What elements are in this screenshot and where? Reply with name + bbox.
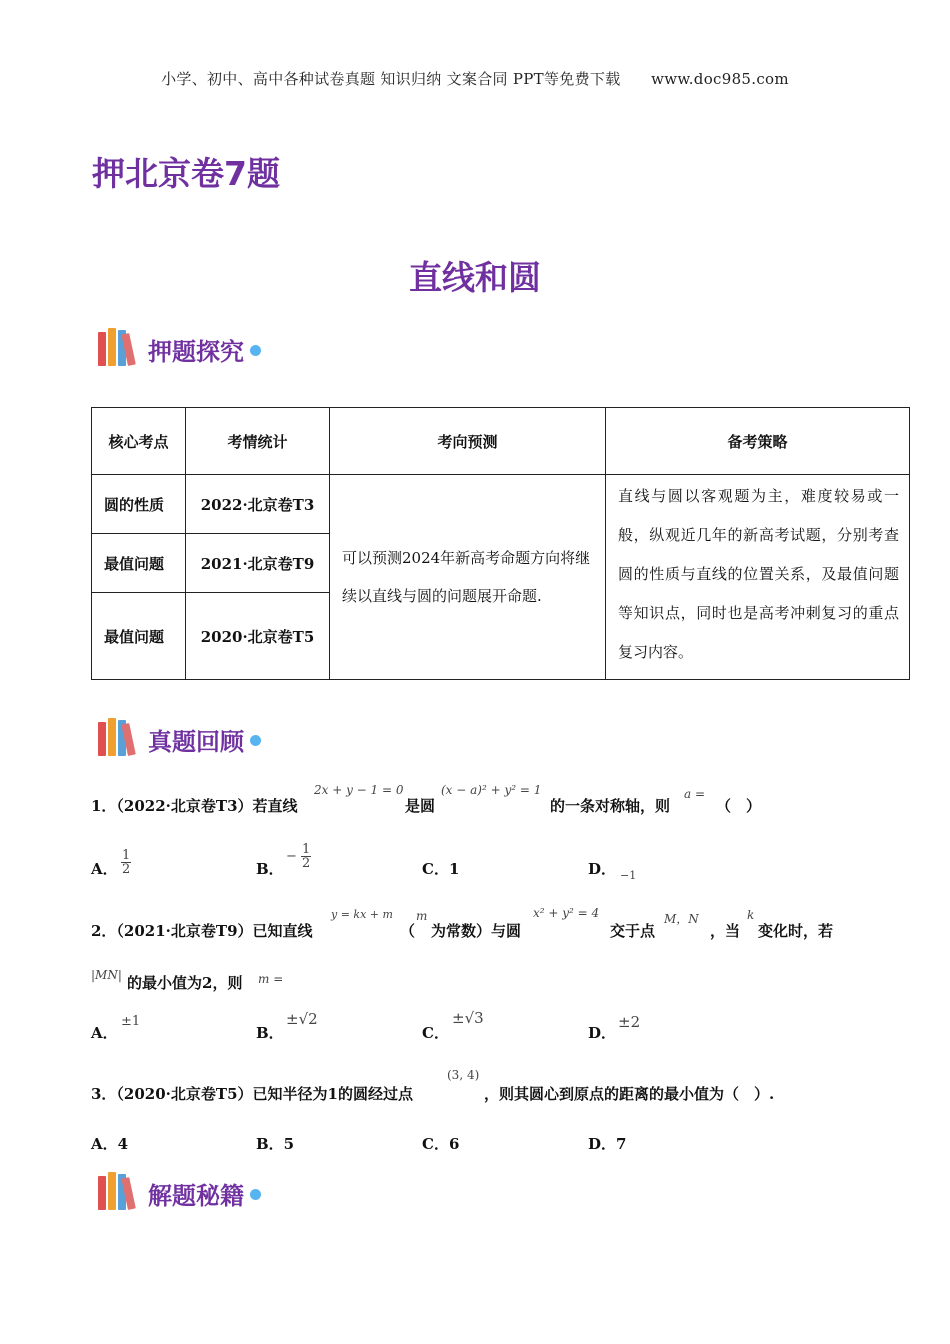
table-row: [92, 475, 910, 534]
option-b[interactable]: B．: [256, 860, 284, 878]
option-b-value: [286, 843, 311, 870]
core-point-cell: 最值问题: [92, 593, 186, 680]
fraction-denominator: 2: [122, 862, 131, 877]
question-text: 3．（2020·北京卷T5）已知半径为1的圆经过点: [91, 1085, 413, 1103]
math-expr: m: [416, 909, 428, 923]
option-d[interactable]: D．: [588, 1024, 617, 1042]
fraction-denominator: 2: [302, 856, 311, 871]
column-header: 考情统计: [186, 408, 330, 475]
question-text: 交于点: [610, 922, 656, 940]
question-text: 的最小值为2，则: [127, 974, 243, 992]
option-c[interactable]: C．: [422, 1024, 449, 1042]
option-d[interactable]: D．7: [588, 1135, 627, 1153]
fraction-numerator: 1: [122, 848, 131, 863]
question-text: 的一条对称轴，则: [550, 797, 671, 815]
section-heading-secrets: [98, 1170, 261, 1212]
question-text: 1．（2022·北京卷T3）若直线: [91, 797, 298, 815]
column-header: 备考策略: [606, 408, 910, 475]
prediction-cell: 可以预测2024年新高考命题方向将继续以直线与圆的问题展开命题.: [330, 475, 606, 680]
option-a[interactable]: A．4: [91, 1135, 129, 1153]
option-a[interactable]: A．: [91, 860, 118, 878]
minus-sign: −: [286, 849, 297, 864]
math-expr: k: [747, 908, 755, 922]
section-heading-explore: [98, 326, 261, 368]
question-text: 2．（2021·北京卷T9）已知直线: [91, 922, 313, 940]
option-c[interactable]: C．1: [422, 860, 460, 878]
math-expr: y = kx + m: [331, 908, 393, 921]
page-title: 押北京卷7题: [92, 154, 280, 193]
core-point-cell: 最值问题: [92, 534, 186, 593]
books-icon: [98, 718, 150, 758]
option-b-value: ±√2: [286, 1010, 318, 1028]
option-b[interactable]: B．5: [256, 1135, 295, 1153]
exam-analysis-table: [91, 407, 910, 680]
option-a-value: [121, 848, 131, 876]
page-header: 小学、初中、高中各种试卷真题 知识归纳 文案合同 PPT等免费下载 www.doc985.com: [161, 70, 789, 88]
math-expr: a =: [684, 787, 706, 801]
books-icon: [98, 328, 150, 368]
column-header: 考向预测: [330, 408, 606, 475]
core-point-cell: 圆的性质: [92, 475, 186, 534]
math-expr: M，N: [664, 912, 699, 926]
question-text: 是圆: [405, 797, 436, 815]
question-text: 变化时，若: [758, 922, 834, 940]
dot-icon: [250, 735, 261, 746]
fraction-numerator: 1: [302, 842, 311, 857]
math-expr: m =: [258, 972, 284, 986]
page-subtitle: 直线和圆: [409, 258, 541, 297]
option-c[interactable]: C．6: [422, 1135, 460, 1153]
option-d[interactable]: D．: [588, 860, 617, 878]
question-text: ，当: [710, 922, 741, 940]
option-c-value: ±√3: [452, 1009, 484, 1027]
column-header: 核心考点: [92, 408, 186, 475]
books-icon: [98, 1172, 150, 1212]
option-d-value: −1: [620, 869, 637, 882]
math-expr: x² + y² = 4: [533, 906, 600, 920]
stat-cell: 2022·北京卷T3: [186, 475, 330, 534]
option-a-value: ±1: [121, 1014, 141, 1029]
dot-icon: [250, 1189, 261, 1200]
math-expr: (3, 4): [447, 1068, 480, 1082]
option-d-value: ±2: [618, 1013, 641, 1031]
section-label: 解题秘籍: [148, 1182, 244, 1210]
question-text: （: [400, 922, 416, 940]
section-label: 押题探究: [148, 338, 244, 366]
dot-icon: [250, 345, 261, 356]
section-label: 真题回顾: [148, 728, 244, 756]
question-text: 为常数）与圆: [431, 922, 522, 940]
answer-paren: （ ）: [716, 797, 762, 815]
stat-cell: 2020·北京卷T5: [186, 593, 330, 680]
math-expr: 2x + y − 1 = 0: [314, 783, 404, 797]
stat-cell: 2021·北京卷T9: [186, 534, 330, 593]
option-b[interactable]: B．: [256, 1024, 284, 1042]
math-expr: (x − a)² + y² = 1: [441, 783, 542, 797]
table-header-row: [92, 408, 910, 475]
strategy-cell: 直线与圆以客观题为主，难度较易或一般，纵观近几年的新高考试题，分别考查圆的性质与直线的位置关系，及最值问题等知识点，同时也是高考冲刺复习的重点复习内容。: [606, 475, 910, 680]
section-heading-review: [98, 716, 261, 758]
math-expr: |MN|: [91, 968, 122, 982]
option-a[interactable]: A．: [91, 1024, 118, 1042]
question-text: ，则其圆心到原点的距离的最小值为（ ）.: [484, 1085, 775, 1103]
